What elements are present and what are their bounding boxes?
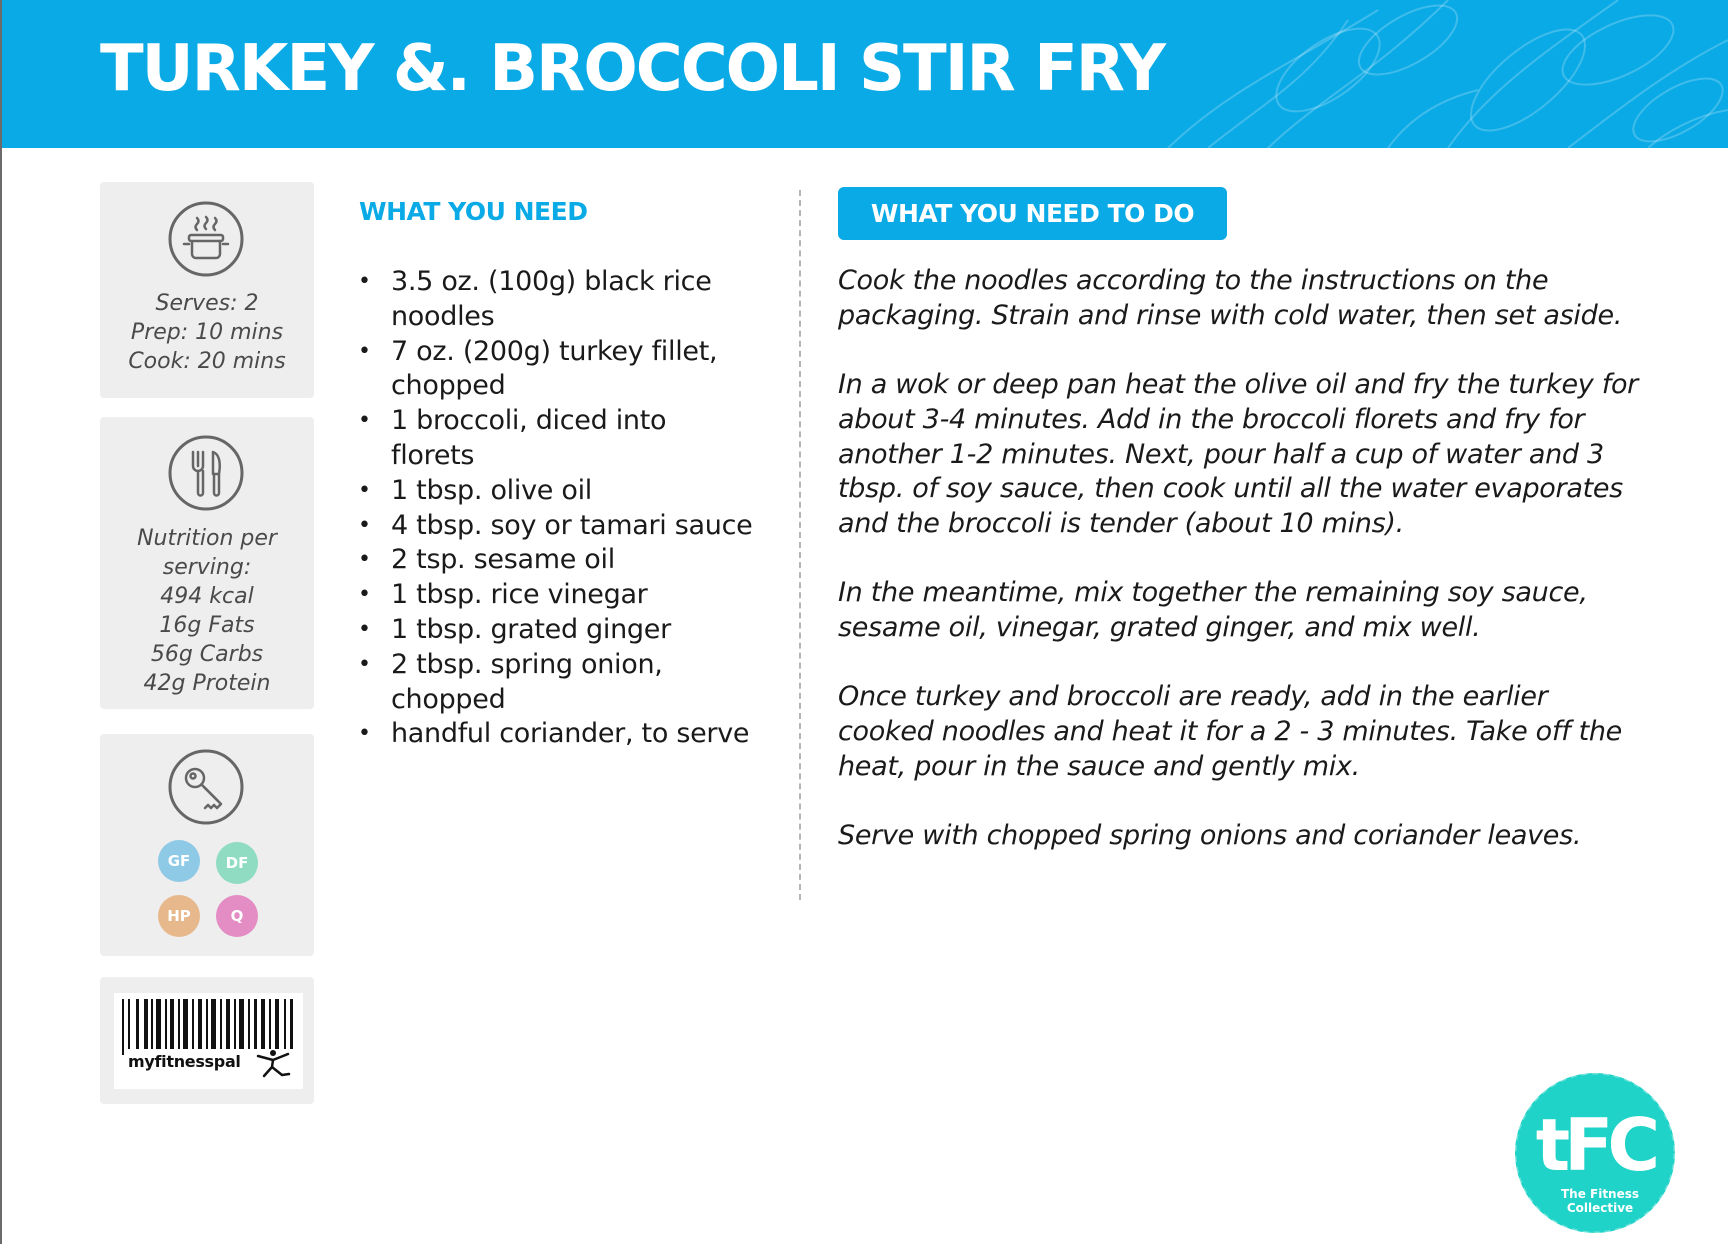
step-line: and the broccoli is tender (about 10 mins). — [838, 507, 1404, 539]
ingredients-list — [355, 265, 775, 752]
step-line: cooked noodles and heat it for a 2 - 3 minutes. Take off the — [838, 716, 1622, 748]
protein-line: 42g Protein — [143, 671, 271, 696]
ingredient-line: noodles — [391, 300, 495, 332]
ingredient-item — [355, 717, 775, 752]
leaf-pattern-decoration — [1148, 0, 1728, 148]
badge-high-protein: HP — [158, 895, 200, 937]
cooking-pot-icon — [167, 200, 245, 278]
nutrition-heading-line2: serving: — [162, 555, 252, 580]
step-line: packaging. Strain and rinse with cold water, then set aside. — [838, 299, 1623, 331]
ingredient-line: • 7 oz. (200g) turkey fillet, — [391, 335, 718, 367]
nutrition-card — [100, 417, 314, 709]
ingredient-line: • handful coriander, to serve — [391, 718, 750, 750]
step-line: tbsp. of soy sauce, then cook until all the water evaporates — [838, 473, 1623, 505]
barcode-box — [114, 993, 303, 1089]
badge-gluten-free: GF — [158, 840, 200, 882]
cook-line: Cook: 20 mins — [128, 349, 286, 374]
step-line: about 3-4 minutes. Add in the broccoli florets and fry for — [838, 403, 1585, 435]
method-steps — [838, 264, 1638, 889]
ingredient-line: • 1 tbsp. rice vinegar — [391, 579, 648, 611]
cutlery-icon — [167, 434, 245, 512]
logo-mark: tFC — [1535, 1103, 1655, 1187]
method-step — [838, 680, 1622, 784]
badge-dairy-free: DF — [216, 842, 258, 884]
key-icon — [167, 748, 245, 826]
ingredient-item — [355, 578, 775, 613]
serves-info — [100, 289, 314, 376]
nutrition-heading-line1: Nutrition per — [137, 526, 277, 551]
step-line: Serve with chopped spring onions and coriander leaves. — [838, 820, 1582, 852]
ingredient-line: • 1 tbsp. olive oil — [391, 474, 592, 506]
page-edge — [0, 0, 2, 1244]
step-line: Cook the noodles according to the instructions on the — [838, 265, 1549, 296]
logo-name-line1: The Fitness — [1560, 1187, 1640, 1201]
ingredient-item — [355, 509, 775, 544]
fats-line: 16g Fats — [159, 613, 255, 638]
ingredient-item — [355, 474, 775, 509]
method-step — [838, 264, 1623, 333]
ingredient-item — [355, 543, 775, 578]
diet-key-card — [100, 734, 314, 956]
prep-line: Prep: 10 mins — [130, 320, 284, 345]
step-line: Once turkey and broccoli are ready, add in the earlier — [838, 681, 1548, 713]
recipe-title: TURKEY &. BROCCOLI STIR FRY — [100, 32, 1164, 106]
ingredient-line: • 1 broccoli, diced into — [391, 405, 667, 437]
ingredient-line: • 4 tbsp. soy or tamari sauce — [391, 509, 753, 541]
nutrition-info — [100, 524, 314, 698]
ingredient-line: chopped — [391, 370, 506, 402]
header-banner — [2, 0, 1728, 148]
ingredient-line: • 3.5 oz. (100g) black rice — [391, 266, 712, 297]
column-divider — [799, 190, 801, 900]
method-title-button: WHAT YOU NEED TO DO — [838, 187, 1227, 240]
myfitnesspal-card[interactable] — [100, 977, 314, 1104]
logo-name-line2: Collective — [1566, 1201, 1634, 1215]
carbs-line: 56g Carbs — [150, 642, 264, 667]
ingredient-line: chopped — [391, 683, 506, 715]
ingredient-item — [355, 404, 775, 474]
ingredient-item — [355, 613, 775, 648]
step-line: sesame oil, vinegar, grated ginger, and mix well. — [838, 612, 1481, 643]
ingredient-line: florets — [391, 439, 475, 471]
ingredient-item — [355, 335, 775, 405]
step-line: In a wok or deep pan heat the olive oil and fry the turkey for — [838, 369, 1638, 401]
runner-icon — [254, 1048, 292, 1078]
tfc-logo — [1512, 1070, 1678, 1236]
method-step — [838, 576, 1618, 645]
myfitnesspal-label: myfitnesspal — [128, 1052, 241, 1071]
kcal-line: 494 kcal — [160, 584, 254, 609]
serves-line: Serves: 2 — [155, 291, 259, 316]
ingredient-line: • 2 tsp. sesame oil — [391, 544, 615, 576]
step-line: In the meantime, mix together the remaining soy sauce, — [838, 577, 1588, 609]
serves-card — [100, 182, 314, 398]
barcode-icon — [120, 999, 296, 1055]
step-line: heat, pour in the sauce and gently mix. — [838, 750, 1360, 782]
ingredient-line: • 2 tbsp. spring onion, — [391, 648, 663, 680]
method-step — [838, 368, 1638, 542]
badge-quick: Q — [216, 895, 258, 937]
method-step — [838, 819, 1618, 854]
ingredient-item — [355, 648, 775, 718]
ingredient-line: • 1 tbsp. grated ginger — [391, 613, 671, 645]
ingredients-title: WHAT YOU NEED — [359, 197, 588, 226]
ingredient-item — [355, 265, 775, 335]
step-line: another 1-2 minutes. Next, pour half a cup of water and 3 — [838, 438, 1604, 470]
